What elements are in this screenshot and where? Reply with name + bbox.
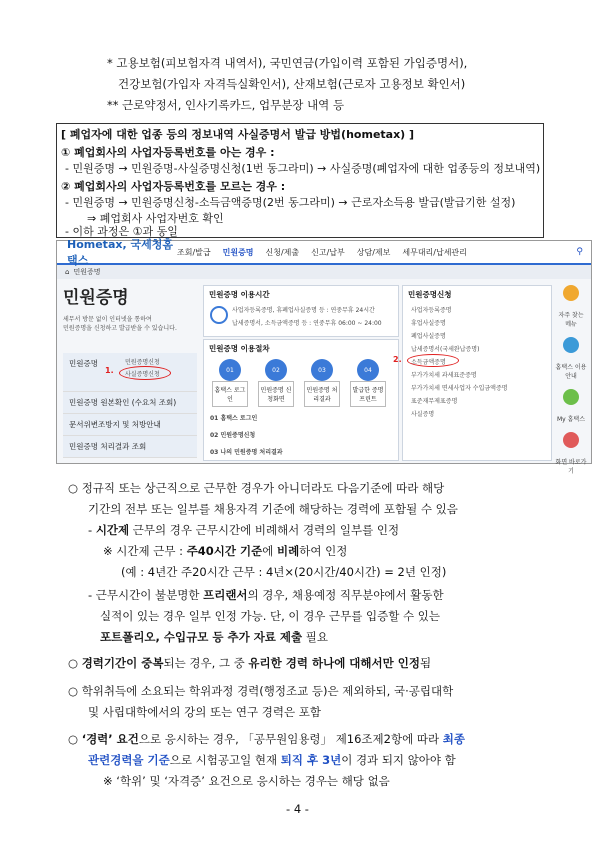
process-card xyxy=(203,339,399,461)
para-5-line-3 xyxy=(100,628,328,646)
process-steps xyxy=(204,357,398,409)
marker-1: 1. xyxy=(105,366,114,375)
para-6-bold-1: 경력기간이 중복 xyxy=(81,656,164,670)
left-menu-label: 민원증명 xyxy=(69,359,98,368)
step-2 xyxy=(258,359,294,407)
para-6-pre: ○ xyxy=(68,656,82,670)
certificate-list xyxy=(393,285,552,461)
quick-favorite[interactable] xyxy=(555,285,587,328)
quick-shortcut-label: 화면 바로가기 xyxy=(555,459,587,475)
case2-line2: ⇒ 폐업회사 사업자번호 확인 xyxy=(87,212,224,225)
step-1-label: 홈택스 로그인 xyxy=(212,381,248,407)
step-3 xyxy=(304,359,340,407)
step-2-label: 민원증명 신청화면 xyxy=(258,381,294,407)
process-title: 민원증명 이용절차 xyxy=(209,344,270,353)
step-3-num: 03 xyxy=(311,359,333,381)
note-line-3: ** 근로약정서, 인사기록카드, 업무분장 내역 등 xyxy=(107,98,345,112)
para-1-line-2: 기간의 전부 또는 일부를 채용자격 기준에 해당하는 경력에 포함될 수 있음 xyxy=(88,502,458,516)
list-item[interactable]: 부가가치세 면세사업자 수입금액증명 xyxy=(411,385,508,392)
para-2-rest: 근무의 경우 근무시간에 비례해서 경력의 일부를 인정 xyxy=(129,523,400,537)
quick-my-label: My 홈택스 xyxy=(556,416,586,423)
list-item-income-label: 소득금액증명 xyxy=(411,359,446,366)
user-icon xyxy=(563,389,579,405)
para-8-line-2-rest: 이 경과 되지 않아야 함 xyxy=(341,753,456,767)
para-2 xyxy=(88,521,399,539)
para-5-line-1 xyxy=(88,586,444,604)
step-4 xyxy=(350,359,386,407)
list-item-income[interactable] xyxy=(393,355,551,368)
list-item[interactable]: 폐업사실증명 xyxy=(411,333,446,340)
clock-icon xyxy=(210,306,228,324)
red-circle-2 xyxy=(407,354,459,367)
para-5-line-3-rest: 필요 xyxy=(302,630,329,644)
list-item[interactable]: 납세증명서(국세완납증명) xyxy=(411,346,480,353)
page-heading: 민원증명 xyxy=(63,288,129,308)
left-menu-item-certificate[interactable] xyxy=(63,353,197,392)
para-3-mid: 에 xyxy=(262,544,278,558)
usage-row-2: 납세증명서, 소득금액증명 등 : 연중무휴 06:00 ~ 24:00 xyxy=(232,320,382,327)
para-8-blue: 최종 xyxy=(442,732,465,746)
step-4-label: 발급한 증명 프린트 xyxy=(350,381,386,407)
para-8-line-2-blue-2: 퇴직 후 3년 xyxy=(280,753,342,767)
case1-line: - 민원증명 → 민원증명-사실증명신청(1번 동그라미) → 사실증명(폐업자에 대한 업종등의 정보내역) xyxy=(65,162,541,175)
note-1: 01 홈택스 로그인 xyxy=(210,415,258,422)
nav-item-report[interactable]: 신고/납부 xyxy=(311,247,345,257)
left-menu-item-forgery[interactable]: 문서위변조방지 및 처방안내 xyxy=(63,414,197,436)
step-1 xyxy=(212,359,248,407)
step-1-num: 01 xyxy=(219,359,241,381)
list-title: 민원증명신청 xyxy=(408,290,452,299)
case2-line3: - 이하 과정은 ①과 동일 xyxy=(65,225,178,238)
usage-title: 민원증명 이용시간 xyxy=(209,290,270,299)
breadcrumb-label: 민원증명 xyxy=(73,268,101,276)
para-7-line-2: 및 사립대학에서의 강의 또는 연구 경력은 포함 xyxy=(88,705,322,719)
para-8-mid: 으로 응시하는 경우, 「공무원임용령」 제16조제2항에 따라 xyxy=(138,732,443,746)
para-6-bold-2: 유리한 경력 하나에 대해서만 인정 xyxy=(248,656,420,670)
list-item[interactable]: 휴업사실증명 xyxy=(411,320,446,327)
quick-guide-label: 홈택스 이용안내 xyxy=(555,364,587,380)
para-3-pre: ※ 시간제 근무 : xyxy=(103,544,187,558)
case2-line1: - 민원증명 → 민원증명신청-소득금액증명(2번 동그라미) → 근로자소득용 발급(발급기한 설정) xyxy=(65,196,516,209)
para-5-line-3-bold: 포트폴리오, 수입규모 등 추가 자료 제출 xyxy=(100,630,303,644)
para-8-pre: ○ xyxy=(68,732,82,746)
info-icon xyxy=(563,337,579,353)
case2-title: ② 폐업회사의 사업자등록번호를 모르는 경우 : xyxy=(61,180,286,193)
list-item[interactable]: 부가가치세 과세표준증명 xyxy=(411,372,477,379)
usage-time-card xyxy=(203,285,399,337)
note-line-2: 건강보험(가입자 자격득실확인서), 산재보험(근로자 고용정보 확인서) xyxy=(118,77,466,91)
nav-item-certificate[interactable]: 민원증명 xyxy=(222,247,254,257)
star-icon xyxy=(563,285,579,301)
note-2: 02 민원증명신청 xyxy=(210,432,256,439)
para-7-line-1: ○ 학위취득에 소요되는 학위과정 경력(행정조교 등)은 제외하되, 국·공립대학 xyxy=(68,684,454,698)
left-menu-item-result[interactable]: 민원증명 처리결과 조회 xyxy=(63,436,197,458)
list-item[interactable]: 사실증명 xyxy=(411,411,435,418)
para-8-line-2-blue-1: 관련경력을 기준 xyxy=(88,753,170,767)
quick-menu xyxy=(555,285,587,484)
quick-my[interactable] xyxy=(555,389,587,423)
quick-shortcut[interactable] xyxy=(555,432,587,475)
para-2-bold: 시간제 xyxy=(95,523,130,537)
para-8-line-2-mid: 으로 시험공고일 현재 xyxy=(169,753,281,767)
para-9: ※ ‘학위’ 및 ‘자격증’ 요건으로 응시하는 경우는 해당 없음 xyxy=(103,774,390,788)
hometax-logo: Hometax, 국세청홈택스 xyxy=(67,238,173,267)
usage-row-1: 사업자등록증명, 휴폐업사실증명 등 : 연중무휴 24시간 xyxy=(232,307,375,314)
instruction-box xyxy=(56,123,544,238)
para-3-bold-1: 주40시간 기준 xyxy=(186,544,263,558)
para-4: (예 : 4년간 주20시간 근무 : 4년×(20시간/40시간) = 2년 인정) xyxy=(121,565,447,579)
hometax-screenshot xyxy=(56,238,592,475)
note-line-1: * 고용보험(피보험자격 내역서), 국민연금(가입이력 포함된 가입증명서), xyxy=(107,56,468,70)
para-1-line-1: ○ 정규직 또는 상근직으로 근무한 경우가 아니더라도 다음기준에 따라 해당 xyxy=(68,481,445,495)
heading-desc-2: 민원증명을 신청하고 발급받을 수 있습니다. xyxy=(63,325,177,332)
list-item[interactable]: 표준재무제표증명 xyxy=(411,398,458,405)
submenu-certificate-apply[interactable]: 민원증명신청 xyxy=(125,359,160,366)
hometax-nav xyxy=(57,238,591,267)
step-4-num: 04 xyxy=(357,359,379,381)
quick-guide[interactable] xyxy=(555,337,587,380)
para-5-bold: 프리랜서 xyxy=(203,588,248,602)
nav-item-consult[interactable]: 상담/제보 xyxy=(356,247,391,257)
submenu-fact-certificate[interactable]: 사실증명신청 xyxy=(125,371,160,378)
quick-favorite-label: 자주 찾는 메뉴 xyxy=(558,312,584,328)
step-2-num: 02 xyxy=(265,359,287,381)
red-circle-1 xyxy=(119,366,171,380)
nav-item-apply[interactable]: 신청/제출 xyxy=(265,247,300,257)
para-5-pre: - 근무시간이 불분명한 xyxy=(88,588,204,602)
case1-title: ① 폐업회사의 사업자등록번호를 아는 경우 : xyxy=(61,146,275,159)
para-5-line-2: 실적이 있는 경우 일부 인정 가능. 단, 이 경우 근무를 입증할 수 있는 xyxy=(100,609,441,623)
para-6-rest: 됨 xyxy=(419,656,432,670)
shortcut-icon xyxy=(563,432,579,448)
note-3: 03 나의 민원증명 처리결과 xyxy=(210,449,283,456)
step-3-label: 민원증명 처리결과 xyxy=(304,381,340,407)
marker-2: 2. xyxy=(393,355,402,364)
box-title: [ 폐업자에 대한 업종 등의 정보내역 사실증명서 발급 방법(hometax) ] xyxy=(61,128,415,141)
para-3 xyxy=(103,542,347,560)
para-6 xyxy=(68,654,431,672)
para-6-mid: 되는 경우, 그 중 xyxy=(163,656,249,670)
para-3-rest: 하여 인정 xyxy=(299,544,348,558)
list-item[interactable]: 사업자등록증명 xyxy=(411,307,452,314)
search-icon[interactable]: ⚲ xyxy=(576,247,583,257)
home-icon[interactable]: ⌂ xyxy=(65,268,70,276)
para-8-bold: ‘경력’ 요건 xyxy=(81,732,139,746)
left-menu xyxy=(63,353,197,458)
para-5-rest: 의 경우, 채용예정 직무분야에서 활동한 xyxy=(247,588,444,602)
left-menu-item-verify[interactable]: 민원증명 원본확인 (수요처 조회) xyxy=(63,392,197,414)
heading-desc-1: 세무서 방문 없이 인터넷을 통하여 xyxy=(63,316,152,323)
nav-item-inquiry[interactable]: 조회/발급 xyxy=(177,247,211,257)
page-number: - 4 - xyxy=(286,802,309,816)
para-3-bold-2: 비례 xyxy=(277,544,300,558)
nav-item-agent[interactable]: 세무대리/납세관리 xyxy=(402,247,467,257)
para-8-line-1 xyxy=(68,730,465,748)
para-2-dash: - xyxy=(88,523,96,537)
para-8-line-2 xyxy=(88,751,456,769)
